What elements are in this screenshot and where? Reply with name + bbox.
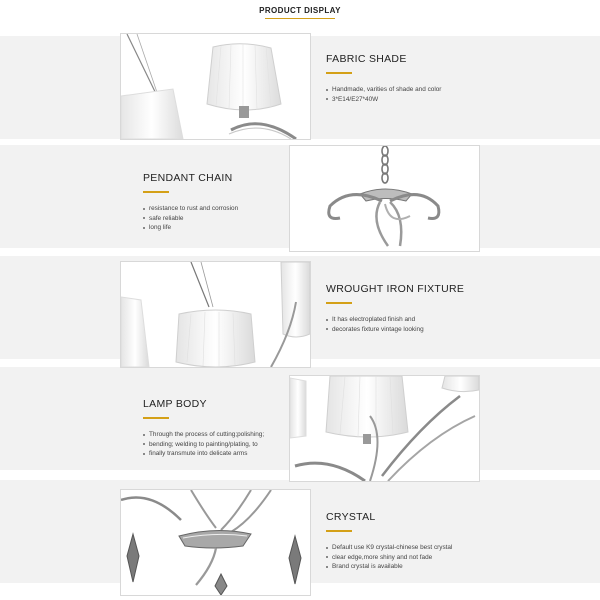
bullet-item: 3*E14/E27*40W — [326, 95, 441, 105]
wrought-iron-text — [326, 283, 464, 334]
lamp-body-photo — [289, 375, 480, 482]
bullet-item: Default use K9 crystal-chinese best crystal — [326, 543, 452, 553]
crystal-photo — [120, 489, 311, 596]
section-heading: WROUGHT IRON FIXTURE — [326, 283, 465, 295]
pendant-chain-photo — [289, 145, 480, 252]
bullet-item: safe reliable — [143, 214, 238, 224]
lamp-body-text — [143, 398, 264, 459]
bullet-item: decorates fixture vintage looking — [326, 325, 464, 335]
wrought-iron-photo — [120, 261, 311, 368]
title-underline — [265, 18, 335, 19]
fabric-shade-photo — [120, 33, 311, 140]
pendant-chain-text — [143, 172, 238, 233]
section-heading: CRYSTAL — [326, 511, 376, 523]
heading-accent — [326, 302, 352, 304]
bullet-item: bending; welding to painting/plating, to — [143, 440, 264, 450]
bullet-item: Brand crystal is available — [326, 562, 452, 572]
bullet-item: clear edge,more shiny and not fade — [326, 553, 452, 563]
crystal-text — [326, 511, 452, 572]
heading-accent — [143, 417, 169, 419]
page-title: PRODUCT DISPLAY — [259, 6, 341, 15]
page-header — [0, 0, 600, 24]
section-heading: FABRIC SHADE — [326, 53, 407, 65]
bullet-item: long life — [143, 223, 238, 233]
heading-accent — [326, 72, 352, 74]
bullet-item: finally transmute into delicate arms — [143, 449, 264, 459]
heading-accent — [143, 191, 169, 193]
bullet-item: Through the process of cutting;polishing; — [143, 430, 264, 440]
bullet-item: resistance to rust and corrosion — [143, 204, 238, 214]
section-heading: LAMP BODY — [143, 398, 207, 410]
bullet-item: It has electroplated finish and — [326, 315, 464, 325]
fabric-shade-text — [326, 53, 441, 104]
section-heading: PENDANT CHAIN — [143, 172, 233, 184]
bullet-item: Handmade, varities of shade and color — [326, 85, 441, 95]
heading-accent — [326, 530, 352, 532]
